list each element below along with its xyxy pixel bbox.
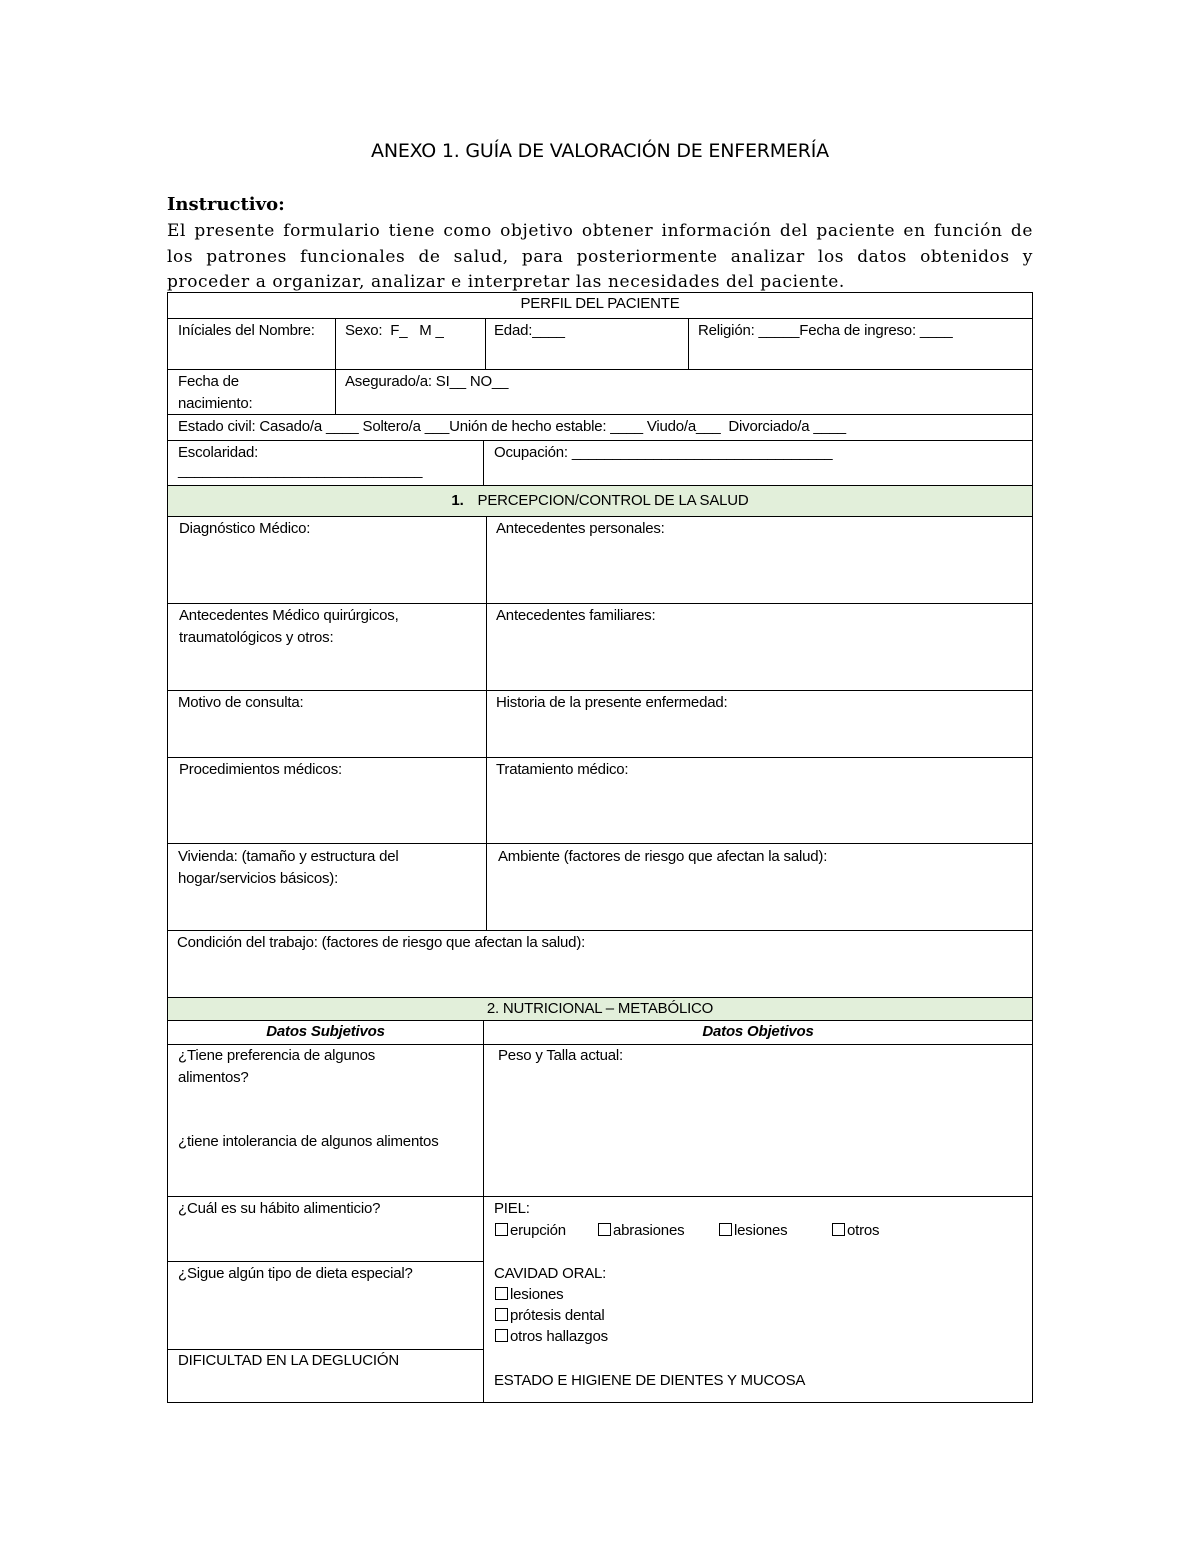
row-divider	[167, 690, 1033, 691]
treatment-field[interactable]: Tratamiento médico:	[496, 761, 629, 778]
schooling-field[interactable]: Escolaridad:	[178, 444, 259, 461]
row-divider	[167, 757, 1033, 758]
row-divider	[167, 843, 1033, 844]
instructions-text: El presente formulario tiene como objetivo obtener información del paciente en función de los patrones funcionales de salud, para posteriormente analizar los datos obtenidos y proceder a organizar, analizar e interpretar las necesidades del paciente.	[167, 221, 1033, 292]
consult-reason-field[interactable]: Motivo de consulta:	[178, 694, 304, 711]
row-divider	[167, 516, 1033, 517]
special-diet-field[interactable]: ¿Sigue algún tipo de dieta especial?	[178, 1265, 413, 1282]
row-divider	[167, 318, 1033, 319]
col-divider	[688, 318, 689, 369]
work-condition-field[interactable]: Condición del trabajo: (factores de riesgo que afectan la salud):	[177, 934, 586, 951]
oral-option-lesions[interactable]	[495, 1284, 563, 1306]
checkbox-icon[interactable]	[719, 1223, 732, 1236]
section1-header	[168, 490, 1032, 512]
checkbox-icon[interactable]	[598, 1223, 611, 1236]
oral-option-denture[interactable]	[495, 1305, 605, 1327]
sex-field[interactable]: Sexo: F_ M _	[345, 322, 444, 339]
section1-title: PERCEPCION/CONTROL DE LA SALUD	[477, 492, 749, 509]
religion-admission-field[interactable]: Religión: _____Fecha de ingreso: ____	[698, 322, 953, 339]
table-border-right	[1032, 292, 1033, 1403]
option-label: otros hallazgos	[510, 1328, 608, 1345]
row-divider	[167, 485, 1033, 486]
subjective-data-header: Datos Subjetivos	[266, 1023, 385, 1040]
table-border-bottom	[167, 1402, 1033, 1403]
eating-habit-field[interactable]: ¿Cuál es su hábito alimenticio?	[178, 1200, 381, 1217]
section1-number: 1.	[451, 492, 464, 509]
procedures-field[interactable]: Procedimientos médicos:	[179, 761, 342, 778]
checkbox-icon[interactable]	[495, 1308, 508, 1321]
instructions-heading: Instructivo:	[167, 194, 285, 215]
option-label: lesiones	[510, 1286, 564, 1303]
checkbox-icon[interactable]	[832, 1223, 845, 1236]
row-divider	[167, 1196, 1033, 1197]
skin-option-lesions[interactable]	[719, 1220, 787, 1242]
family-history-field[interactable]: Antecedentes familiares:	[496, 607, 656, 624]
civil-status-field[interactable]: Estado civil: Casado/a ____ Soltero/a ___Unión de hecho estable: ____ Viudo/a___ Divorciado/a ____	[178, 418, 846, 435]
food-preference-field[interactable]: ¿Tiene preferencia de algunos alimentos?	[178, 1047, 376, 1086]
row-divider	[167, 603, 1033, 604]
initials-field[interactable]: Iníciales del Nombre:	[178, 322, 315, 339]
option-label: abrasiones	[613, 1222, 685, 1239]
birth-date-field[interactable]: Fecha de nacimiento:	[178, 373, 253, 412]
col-divider	[485, 318, 486, 369]
objective-data-header: Datos Objetivos	[702, 1023, 814, 1040]
option-label: prótesis dental	[510, 1307, 605, 1324]
row-divider	[167, 369, 1033, 370]
checkbox-icon[interactable]	[495, 1223, 508, 1236]
illness-history-field[interactable]: Historia de la presente enfermedad:	[496, 694, 728, 711]
schooling-line: ______________________________	[178, 462, 423, 479]
swallowing-field[interactable]: DIFICULTAD EN LA DEGLUCIÓN	[178, 1352, 399, 1369]
option-label: otros	[847, 1222, 880, 1239]
option-label: lesiones	[734, 1222, 788, 1239]
environment-field[interactable]: Ambiente (factores de riesgo que afectan la salud):	[498, 848, 828, 865]
skin-label: PIEL:	[494, 1200, 530, 1217]
col-divider	[483, 440, 484, 485]
checkbox-icon[interactable]	[495, 1287, 508, 1300]
row-divider	[167, 1261, 484, 1262]
page-title: ANEXO 1. GUÍA DE VALORACIÓN DE ENFERMERÍA	[371, 140, 829, 162]
diagnosis-field[interactable]: Diagnóstico Médico:	[179, 520, 311, 537]
oral-cavity-label: CAVIDAD ORAL:	[494, 1265, 607, 1282]
row-divider	[167, 440, 1033, 441]
row-divider	[167, 930, 1033, 931]
surgical-history-field[interactable]: Antecedentes Médico quirúrgicos, traumatológicos y otros:	[179, 607, 399, 646]
skin-option-abrasions[interactable]	[598, 1220, 684, 1242]
housing-field[interactable]: Vivienda: (tamaño y estructura del hogar/servicios básicos):	[178, 848, 399, 887]
oral-option-other-findings[interactable]	[495, 1326, 608, 1348]
insured-field[interactable]: Asegurado/a: SI__ NO__	[345, 373, 509, 390]
table-border-left	[167, 292, 168, 1403]
skin-option-others[interactable]	[832, 1220, 879, 1242]
profile-header: PERFIL DEL PACIENTE	[520, 295, 680, 312]
age-field[interactable]: Edad:____	[494, 322, 565, 339]
teeth-hygiene-field[interactable]: ESTADO E HIGIENE DE DIENTES Y MUCOSA	[494, 1372, 806, 1389]
col-divider	[486, 516, 487, 930]
section2-header: 2. NUTRICIONAL – METABÓLICO	[486, 1000, 714, 1017]
weight-height-field[interactable]: Peso y Talla actual:	[498, 1047, 623, 1064]
personal-history-field[interactable]: Antecedentes personales:	[496, 520, 665, 537]
col-divider	[335, 318, 336, 414]
skin-option-eruption[interactable]	[495, 1220, 566, 1242]
checkbox-icon[interactable]	[495, 1329, 508, 1342]
col-divider	[483, 1020, 484, 1402]
food-intolerance-field[interactable]: ¿tiene intolerancia de algunos alimentos	[178, 1133, 439, 1150]
option-label: erupción	[510, 1222, 566, 1239]
occupation-field[interactable]: Ocupación: ________________________________	[494, 444, 833, 461]
